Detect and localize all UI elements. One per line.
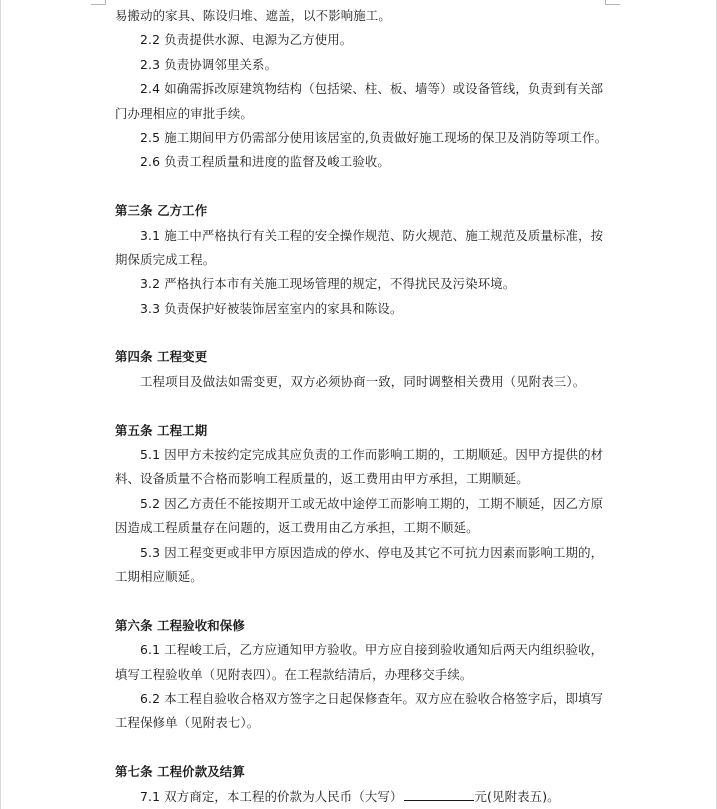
clause-5-2-continued: 因造成工程质量存在问题的，返工费用由乙方承担，工期不顺延。: [115, 520, 479, 536]
clause-4-text: 工程项目及做法如需变更，双方必须协商一致，同时调整相关费用（见附表三）。: [140, 373, 586, 389]
clause-7-1: [115, 785, 611, 809]
paragraph-line: 易搬动的家具、陈设归堆、遮盖，以不影响施工。: [115, 8, 391, 23]
clause-5-3-continued: 工期相应顺延。: [115, 568, 203, 584]
clause-3-1: 3.1 施工中严格执行有关工程的安全操作规范、防火规范、施工规范及质量标准，按: [140, 227, 604, 243]
clause-2-6: 2.6 负责工程质量和进度的监督及峻工验收。: [140, 154, 390, 170]
paragraph-spacer: [115, 589, 611, 613]
article-5-heading: 第五条 工程工期: [115, 422, 208, 438]
clause-3-2: 3.2 严格执行本市有关施工现场管理的规定，不得扰民及污染环境。: [140, 276, 516, 292]
page-corner-mark-left: [91, 0, 106, 5]
clause-3-1-continued: 期保质完成工程。: [115, 251, 216, 267]
clause-2-3: 2.3 负责协调邻里关系。: [140, 56, 278, 72]
clause-5-1-continued: 料、设备质量不合格而影响工程质量的，返工费用由甲方承担，工期顺延。: [115, 471, 529, 487]
clause-5-3: 5.3 因工程变更或非甲方原因造成的停水、停电及其它不可抗力因素而影响工期的，: [140, 544, 604, 560]
clause-2-4-continued: 门办理相应的审批手续。: [115, 105, 253, 121]
paragraph-spacer: [115, 175, 611, 199]
paragraph-spacer: [115, 736, 611, 760]
article-7-heading: 第七条 工程价款及结算: [115, 764, 245, 780]
price-fill-in-blank[interactable]: [404, 788, 474, 801]
clause-6-1-continued: 填写工程验收单（见附表四）。在工程款结清后，办理移交手续。: [115, 666, 473, 682]
article-3-heading: 第三条 乙方工作: [115, 203, 208, 219]
clause-3-3: 3.3 负责保护好被装饰居室室内的家具和陈设。: [140, 300, 403, 316]
clause-2-4: 2.4 如确需拆改原建筑物结构（包括梁、柱、板、墙等）或设备管线，负责到有关部: [140, 81, 604, 97]
article-6-heading: 第六条 工程验收和保修: [115, 617, 245, 633]
clause-5-2: 5.2 因乙方责任不能按期开工或无故中途停工而影响工期的，工期不顺延，因乙方原: [140, 495, 604, 511]
article-4-heading: 第四条 工程变更: [115, 349, 208, 365]
contract-body: [115, 4, 611, 809]
paragraph-spacer: [115, 321, 611, 345]
clause-6-2: 6.2 本工程自验收合格双方签字之日起保修查年。双方应在验收合格签字后，即填写: [140, 690, 604, 706]
paragraph-spacer: [115, 394, 611, 418]
clause-7-1-suffix: 元(见附表五)。: [474, 788, 560, 804]
clause-2-5: 2.5 施工期间甲方仍需部分使用该居室的,负责做好施工现场的保卫及消防等项工作。: [140, 129, 608, 145]
clause-5-1: 5.1 因甲方未按约定完成其应负责的工作而影响工期的，工期顺延。因甲方提供的材: [140, 447, 604, 463]
clause-7-1-text: 7.1 双方商定，本工程的价款为人民币（大写）: [140, 788, 403, 804]
clause-2-2: 2.2 负责提供水源、电源为乙方使用。: [140, 32, 353, 48]
clause-6-2-continued: 工程保修单（见附表七）。: [115, 715, 260, 731]
clause-6-1: 6.1 工程峻工后，乙方应通知甲方验收。甲方应自接到验收通知后两天内组织验收，: [140, 642, 604, 658]
